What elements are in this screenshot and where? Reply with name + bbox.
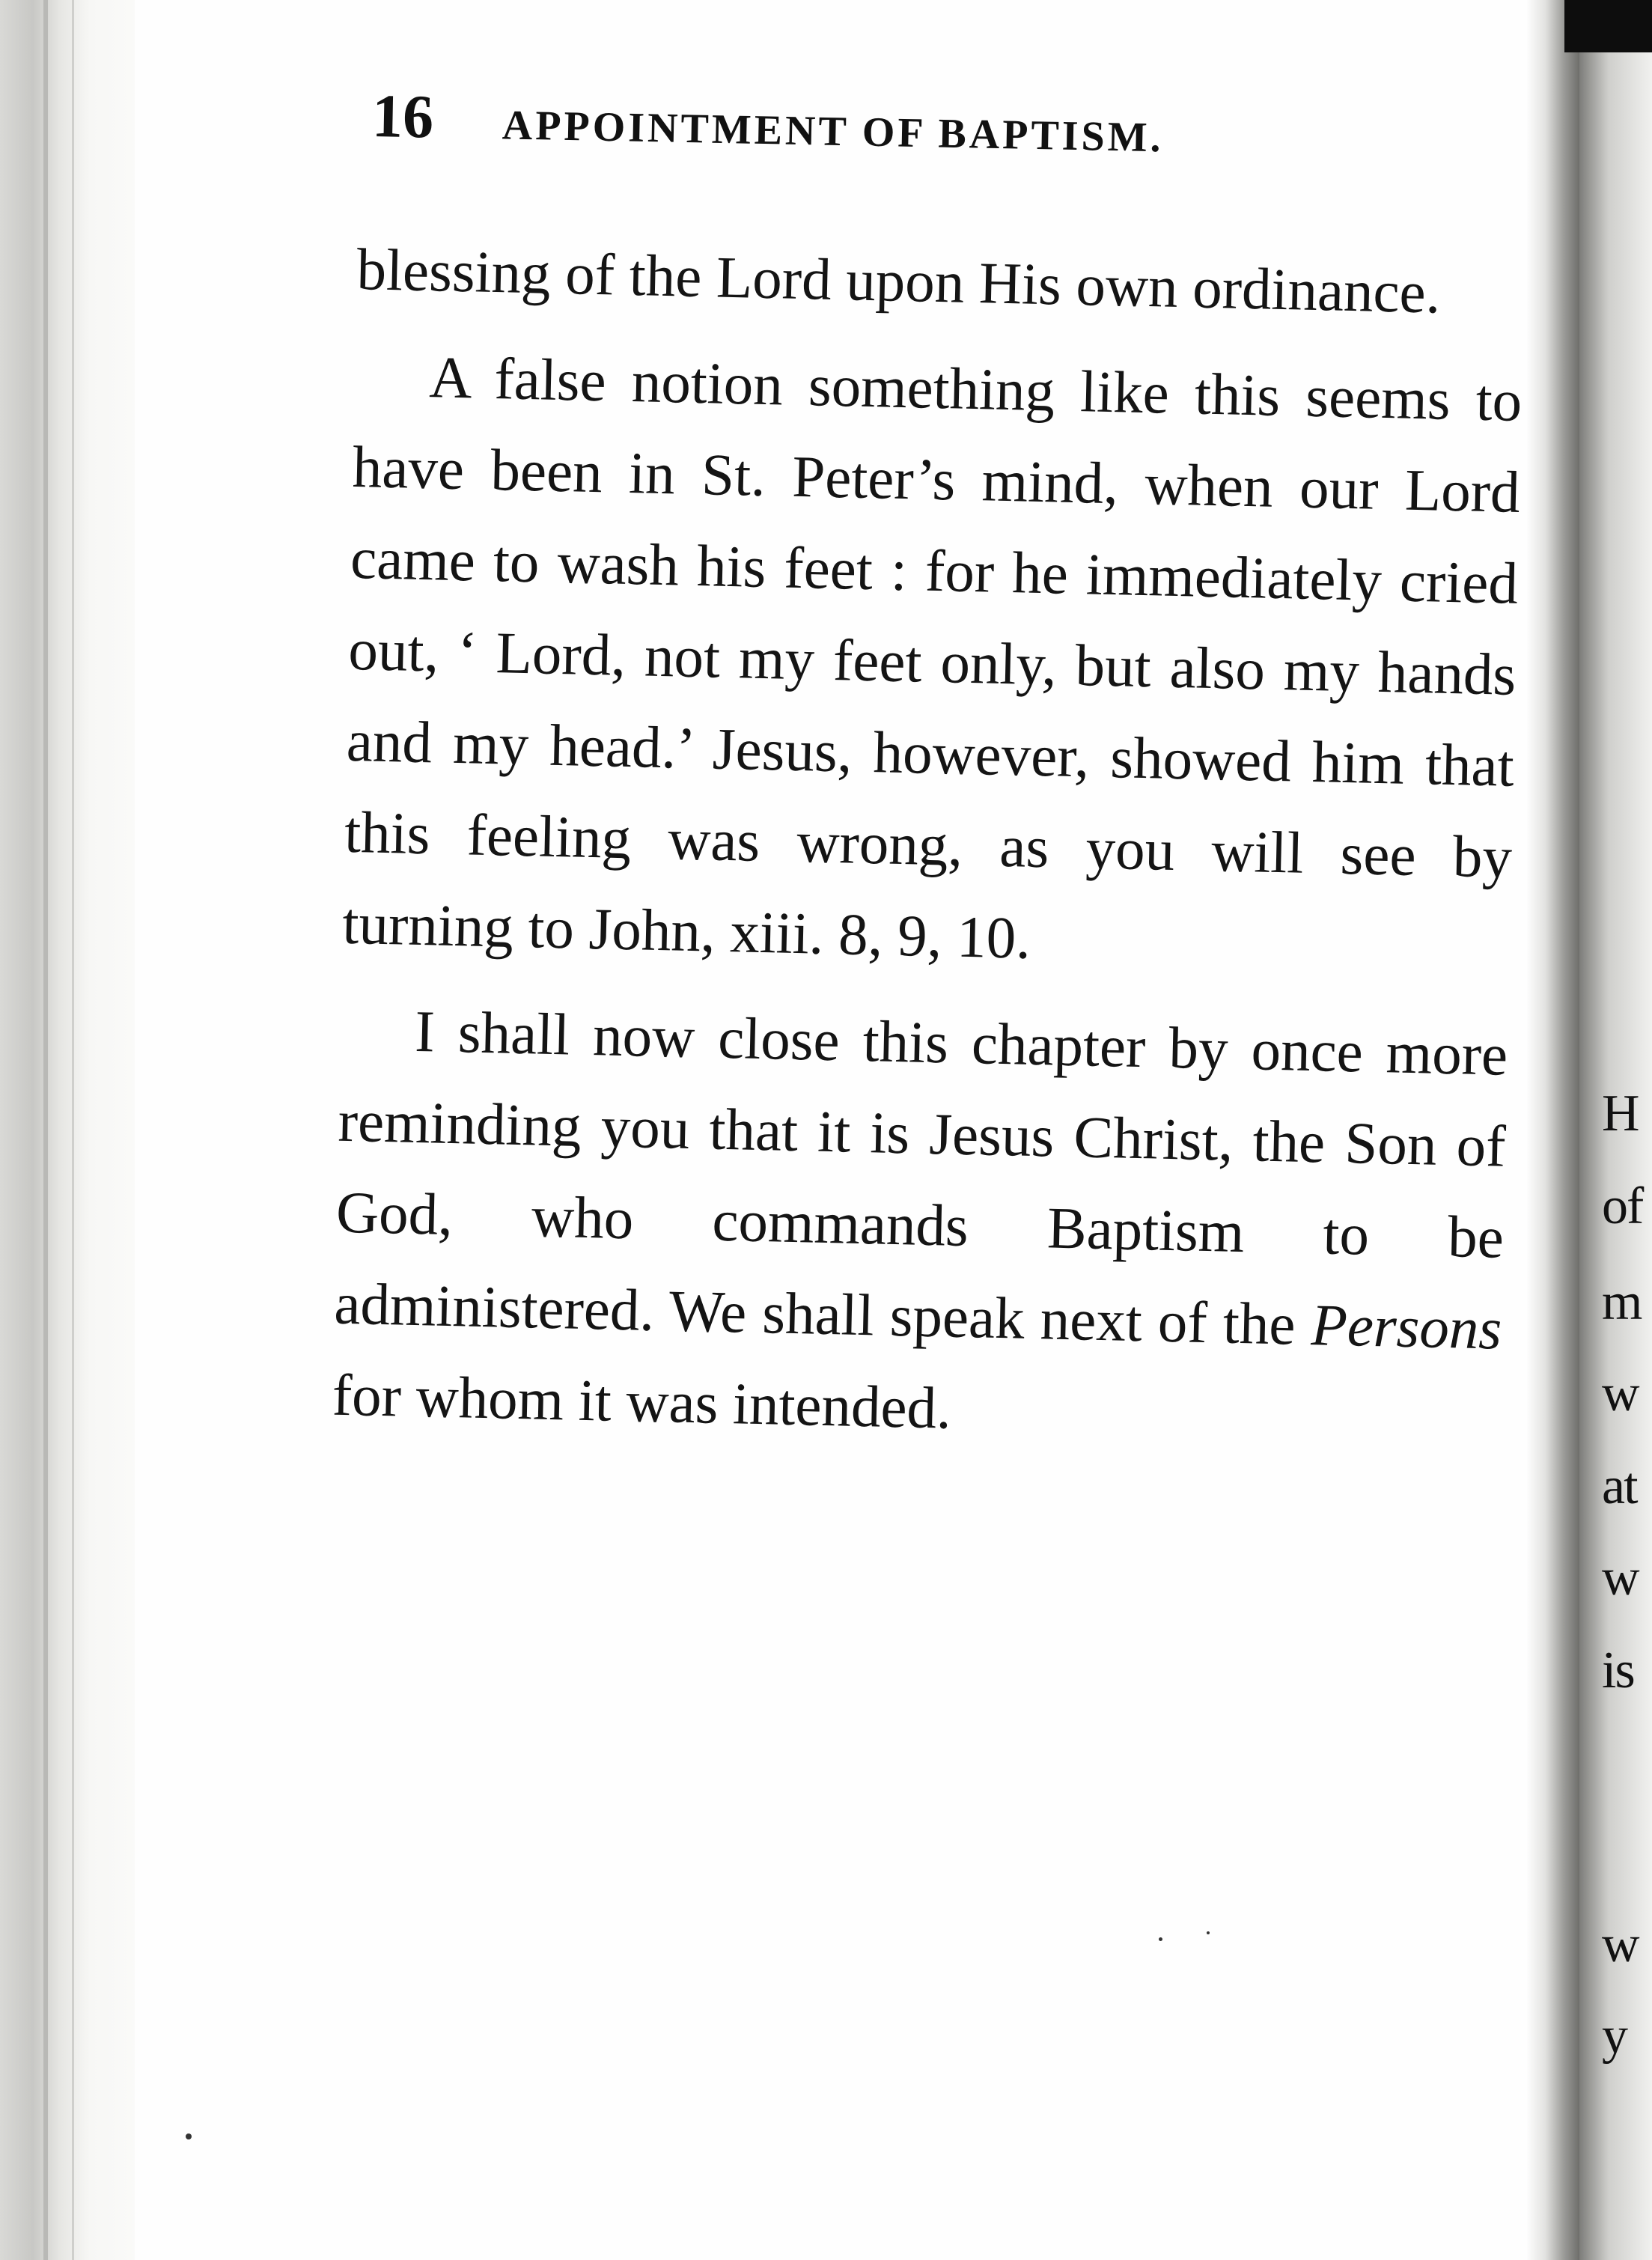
facing-page-fragment: w <box>1602 1365 1639 1422</box>
book-gutter <box>0 0 150 2260</box>
scan-border <box>1564 0 1652 52</box>
facing-page-fragment: at <box>1602 1458 1637 1515</box>
facing-page-fragment: y <box>1602 2007 1627 2065</box>
ink-speck <box>1207 1931 1210 1934</box>
body-text <box>332 225 1525 1467</box>
paragraph <box>332 985 1509 1467</box>
facing-page-fragment: H <box>1602 1085 1639 1142</box>
paragraph-text: I shall now close this chapter by once more reminding you that it is Jesus Christ, the Son of God, who commands Baptism to be administered. We shall speak next of the <box>333 999 1509 1359</box>
facing-page-fragment: w <box>1602 1916 1639 1973</box>
italic-emphasis: Persons <box>1310 1293 1503 1362</box>
paragraph-text: for whom it was intended. <box>331 1362 952 1442</box>
page-number: 16 <box>371 81 434 151</box>
facing-page-fragment: of <box>1602 1178 1643 1235</box>
ink-speck <box>186 2133 192 2139</box>
page-edge-shadow <box>1527 0 1579 2260</box>
paragraph: A false notion something like this seems to have been in St. Peter’s mind, when our Lord came to wash his feet : for he immediately cried out, ‘ Lord, not my feet only, but also my hands and my head.’ Jesus, however, showed him that this feeling was wrong, as you will see by turning to John, xiii. 8, 9, 10. <box>341 345 1523 972</box>
facing-page-fragment: w <box>1602 1549 1639 1606</box>
facing-page-fragment: is <box>1602 1642 1634 1699</box>
paragraph: blessing of the Lord upon His own ordinance. <box>356 237 1442 326</box>
ink-speck <box>1159 1937 1162 1941</box>
chapter-title: APPOINTMENT OF BAPTISM. <box>502 102 1165 162</box>
facing-page-fragment: m <box>1602 1273 1642 1331</box>
